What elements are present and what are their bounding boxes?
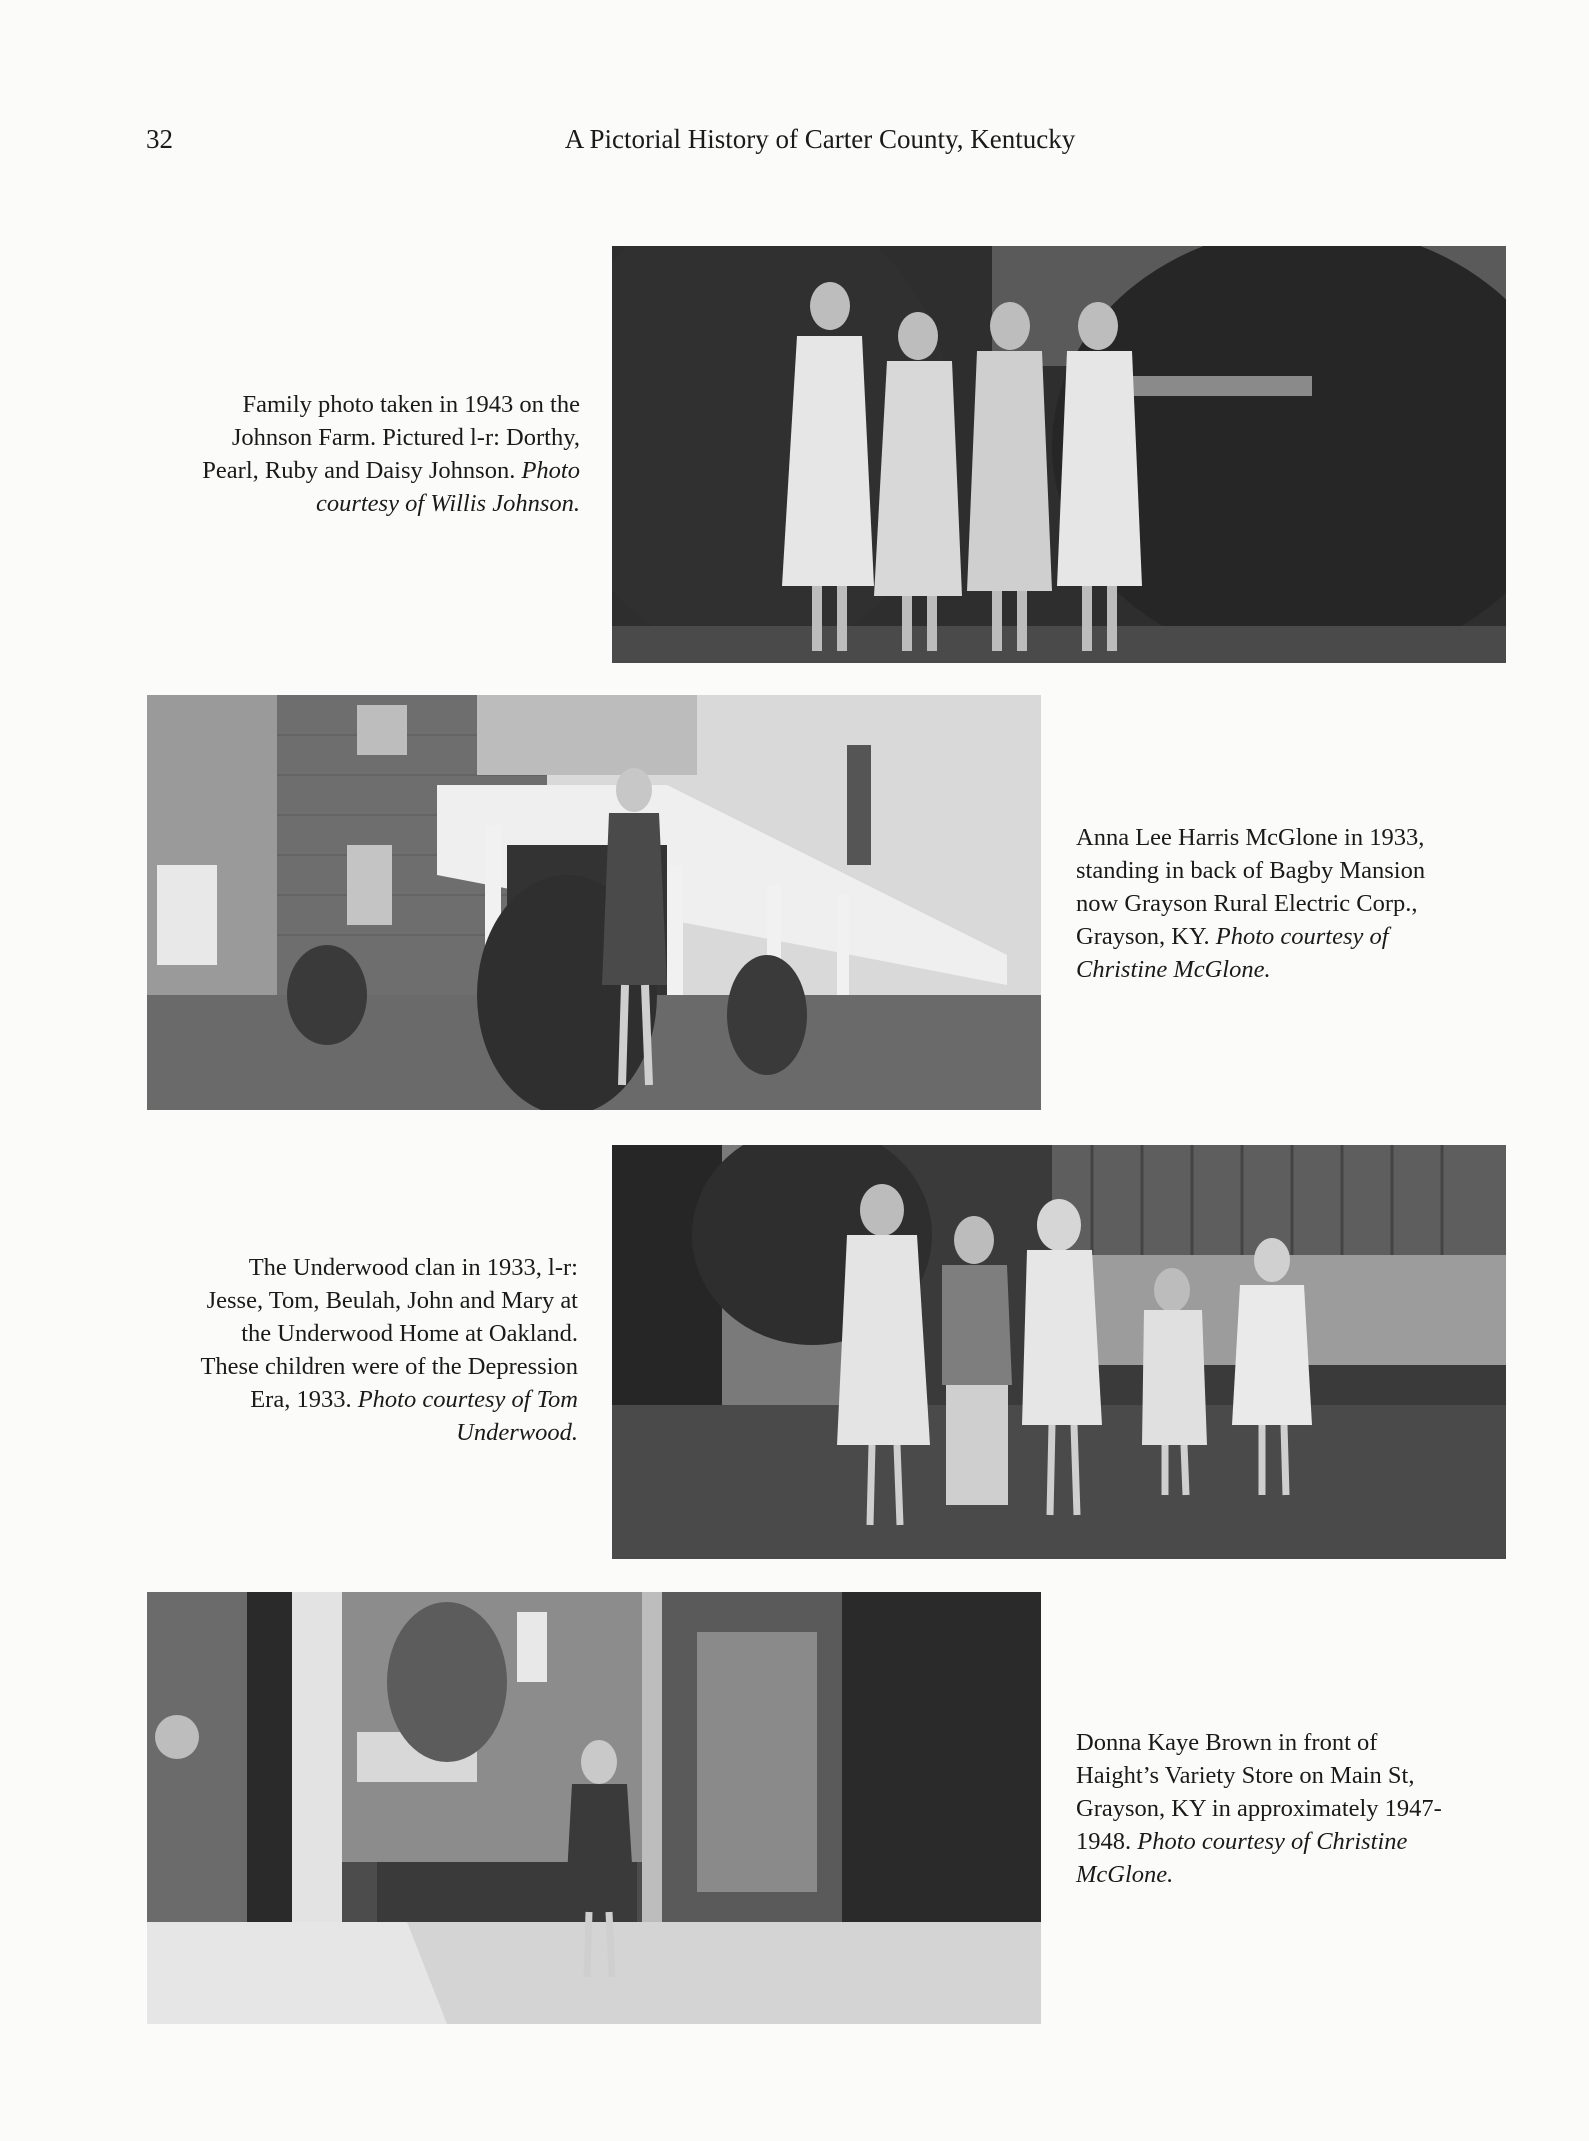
- caption-line: These children were of the Depression: [200, 1353, 578, 1380]
- caption-line: Jesse, Tom, Beulah, John and Mary at: [206, 1287, 578, 1314]
- caption-variety-store: [1076, 1726, 1526, 1891]
- caption-line: now Grayson Rural Electric Corp.,: [1076, 890, 1418, 917]
- caption-line: 1948.: [1076, 1828, 1132, 1855]
- caption-line: Grayson, KY in approximately 1947-: [1076, 1795, 1442, 1822]
- photo-credit: Photo courtesy of: [1215, 923, 1389, 950]
- caption-line: Grayson, KY.: [1076, 923, 1210, 950]
- caption-bagby-mansion: [1076, 821, 1516, 986]
- photo-credit: McGlone.: [1076, 1861, 1174, 1888]
- caption-line: Anna Lee Harris McGlone in 1933,: [1076, 824, 1425, 851]
- photo-johnson-family: [612, 246, 1506, 663]
- caption-line: Haight’s Variety Store on Main St,: [1076, 1762, 1415, 1789]
- photo-underwood-clan: [612, 1145, 1506, 1559]
- photo-credit: Underwood.: [456, 1419, 578, 1446]
- caption-line: the Underwood Home at Oakland.: [241, 1320, 578, 1347]
- photo-credit: courtesy of Willis Johnson.: [315, 490, 580, 517]
- caption-line: Family photo taken in 1943 on the: [242, 391, 580, 418]
- caption-line: The Underwood clan in 1933, l-r:: [248, 1254, 578, 1281]
- photo-credit: Christine McGlone.: [1076, 956, 1271, 983]
- photo-variety-store: [147, 1592, 1041, 2024]
- caption-line: Pearl, Ruby and Daisy Johnson.: [202, 457, 516, 484]
- caption-line: Donna Kaye Brown in front of: [1076, 1729, 1378, 1756]
- caption-johnson-family: [140, 388, 580, 520]
- photo-credit: Photo courtesy of Tom: [357, 1386, 578, 1413]
- photo-credit: Photo courtesy of Christine: [1137, 1828, 1408, 1855]
- caption-underwood-clan: [140, 1251, 578, 1449]
- caption-line: standing in back of Bagby Mansion: [1076, 857, 1426, 884]
- running-title: A Pictorial History of Carter County, Kentucky: [564, 124, 1076, 154]
- photo-credit: Photo: [521, 457, 580, 484]
- page-number: 32: [146, 124, 173, 154]
- caption-line: Johnson Farm. Pictured l-r: Dorthy,: [231, 424, 580, 451]
- caption-line: Era, 1933.: [250, 1386, 352, 1413]
- photo-bagby-mansion: [147, 695, 1041, 1110]
